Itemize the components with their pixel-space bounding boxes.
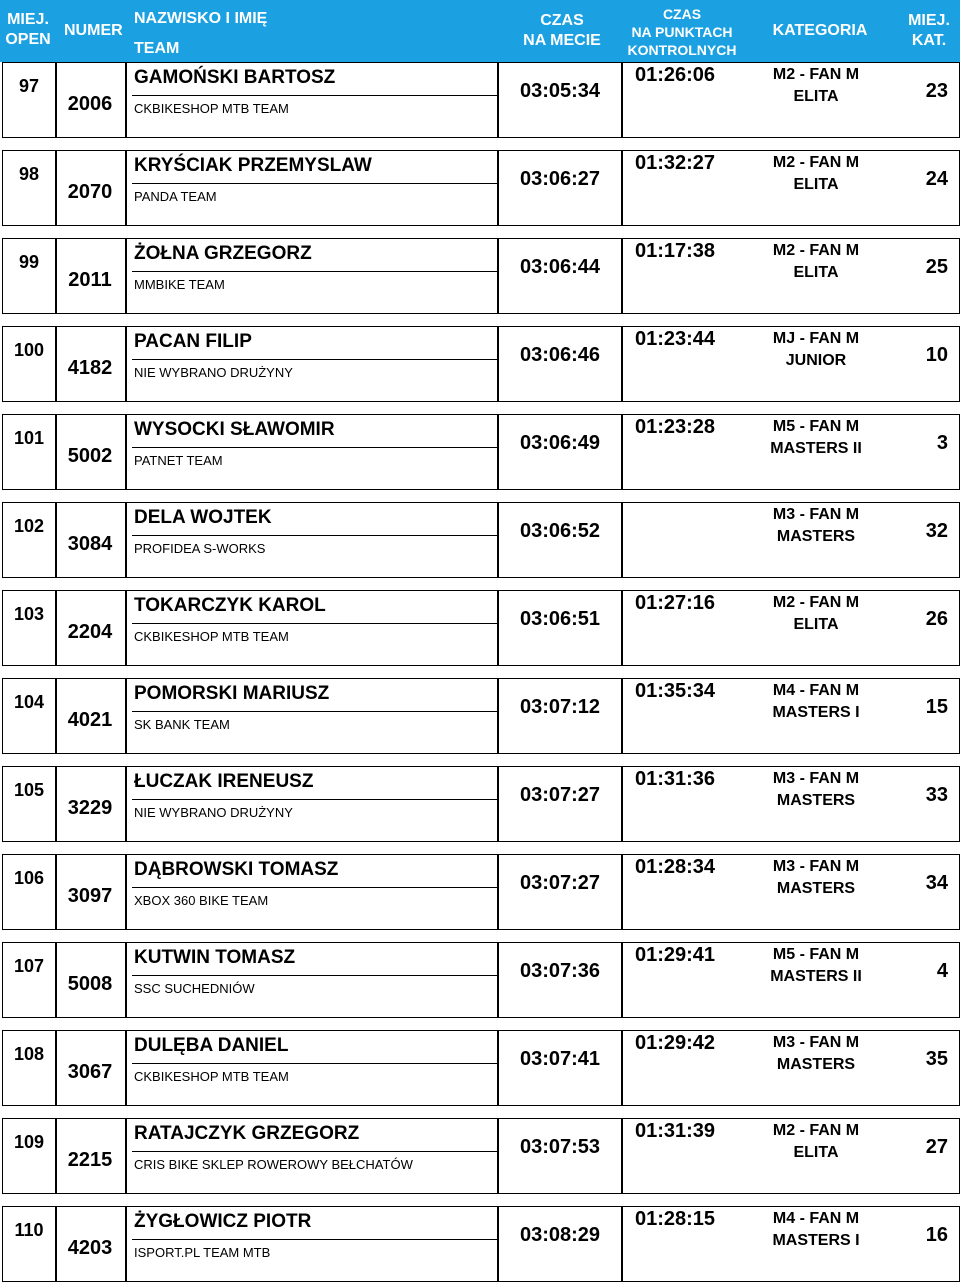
table-row [0, 590, 960, 666]
team-name: CKBIKESHOP MTB TEAM [134, 629, 289, 644]
rider-name: WYSOCKI SŁAWOMIR [134, 419, 335, 440]
checkpoint-time: 01:32:27 [634, 152, 716, 174]
name-underline [132, 799, 498, 800]
team-name: CKBIKESHOP MTB TEAM [134, 1069, 289, 1084]
cell-border [2, 414, 56, 490]
category-group: ELITA [793, 616, 839, 633]
category-group: ELITA [793, 1144, 839, 1161]
finish-time: 03:07:36 [519, 960, 601, 982]
category-code: M4 - FAN M [772, 682, 860, 699]
header-category: KATEGORIA [772, 22, 868, 39]
category-code: M3 - FAN M [772, 770, 860, 787]
category-code: M2 - FAN M [772, 66, 860, 83]
name-underline [132, 183, 498, 184]
table-row [0, 1030, 960, 1106]
place-category: 32 [925, 520, 948, 542]
category-group: MASTERS II [770, 440, 862, 457]
table-row [0, 854, 960, 930]
bib-number: 2006 [67, 93, 113, 115]
finish-time: 03:07:27 [519, 784, 601, 806]
rider-name: ŻOŁNA GRZEGORZ [134, 243, 312, 264]
team-name: SSC SUCHEDNIÓW [134, 981, 255, 996]
team-name: PANDA TEAM [134, 189, 217, 204]
bib-number: 4021 [67, 709, 113, 731]
finish-time: 03:06:49 [519, 432, 601, 454]
header-place-open: MIEJ. OPEN [5, 11, 51, 48]
place-open: 109 [13, 1132, 45, 1152]
table-row [0, 150, 960, 226]
place-category: 24 [925, 168, 948, 190]
cell-border [2, 62, 56, 138]
finish-time: 03:07:53 [519, 1136, 601, 1158]
place-open: 98 [18, 164, 40, 184]
name-underline [132, 1151, 498, 1152]
finish-time: 03:07:12 [519, 696, 601, 718]
header-number: NUMER [64, 22, 123, 39]
place-open: 102 [13, 516, 45, 536]
cell-border [2, 326, 56, 402]
place-open: 105 [13, 780, 45, 800]
category-code: MJ - FAN M [772, 330, 860, 347]
place-category: 15 [925, 696, 948, 718]
rider-name: ŻYGŁOWICZ PIOTR [134, 1211, 312, 1232]
category-group: MASTERS [776, 528, 856, 545]
rider-name: TOKARCZYK KAROL [134, 595, 326, 616]
place-category: 10 [925, 344, 948, 366]
cell-border [2, 1030, 56, 1106]
category-code: M2 - FAN M [772, 154, 860, 171]
category-group: ELITA [793, 264, 839, 281]
team-name: CRIS BIKE SKLEP ROWEROWY BEŁCHATÓW [134, 1157, 413, 1172]
team-name: PATNET TEAM [134, 453, 223, 468]
checkpoint-time: 01:29:42 [634, 1032, 716, 1054]
place-category: 33 [925, 784, 948, 806]
place-category: 26 [925, 608, 948, 630]
name-underline [132, 359, 498, 360]
team-name: SK BANK TEAM [134, 717, 230, 732]
rider-name: PACAN FILIP [134, 331, 252, 352]
place-category: 34 [925, 872, 948, 894]
name-underline [132, 95, 498, 96]
category-group: MASTERS [776, 792, 856, 809]
table-header [0, 0, 960, 62]
bib-number: 2215 [67, 1149, 113, 1171]
bib-number: 4203 [67, 1237, 113, 1259]
rider-name: GAMOŃSKI BARTOSZ [134, 67, 336, 88]
bib-number: 5008 [67, 973, 113, 995]
rider-name: DELA WOJTEK [134, 507, 272, 528]
category-group: MASTERS [776, 880, 856, 897]
bib-number: 2070 [67, 181, 113, 203]
place-open: 101 [13, 428, 45, 448]
category-group: ELITA [793, 88, 839, 105]
checkpoint-time: 01:29:41 [634, 944, 716, 966]
place-open: 103 [13, 604, 45, 624]
category-group: ELITA [793, 176, 839, 193]
category-code: M3 - FAN M [772, 1034, 860, 1051]
bib-number: 3097 [67, 885, 113, 907]
category-code: M5 - FAN M [772, 946, 860, 963]
cell-border [2, 1206, 56, 1282]
name-underline [132, 271, 498, 272]
place-open: 108 [13, 1044, 45, 1064]
category-group: MASTERS I [772, 704, 860, 721]
table-row [0, 326, 960, 402]
checkpoint-time: 01:27:16 [634, 592, 716, 614]
name-underline [132, 447, 498, 448]
place-category: 16 [925, 1224, 948, 1246]
table-row [0, 414, 960, 490]
place-open: 99 [18, 252, 40, 272]
table-row [0, 942, 960, 1018]
rider-name: DULĘBA DANIEL [134, 1035, 289, 1056]
table-row [0, 678, 960, 754]
table-row [0, 766, 960, 842]
place-category: 4 [936, 960, 948, 982]
place-category: 35 [925, 1048, 948, 1070]
rider-name: DĄBROWSKI TOMASZ [134, 859, 339, 880]
finish-time: 03:06:46 [519, 344, 601, 366]
rider-name: KUTWIN TOMASZ [134, 947, 296, 968]
table-row [0, 238, 960, 314]
rider-name: KRYŚCIAK PRZEMYSLAW [134, 155, 372, 176]
header-name: NAZWISKO I IMIĘ [134, 10, 268, 27]
finish-time: 03:08:29 [519, 1224, 601, 1246]
table-row [0, 1118, 960, 1194]
name-underline [132, 711, 498, 712]
team-name: ISPORT.PL TEAM MTB [134, 1245, 271, 1260]
checkpoint-time: 01:26:06 [634, 64, 716, 86]
checkpoint-time: 01:28:34 [634, 856, 716, 878]
cell-border [2, 238, 56, 314]
finish-time: 03:07:41 [519, 1048, 601, 1070]
category-code: M2 - FAN M [772, 594, 860, 611]
finish-time: 03:06:51 [519, 608, 601, 630]
checkpoint-time: 01:31:36 [634, 768, 716, 790]
rider-name: POMORSKI MARIUSZ [134, 683, 330, 704]
bib-number: 3067 [67, 1061, 113, 1083]
place-open: 106 [13, 868, 45, 888]
rider-name: RATAJCZYK GRZEGORZ [134, 1123, 360, 1144]
finish-time: 03:06:52 [519, 520, 601, 542]
category-code: M3 - FAN M [772, 506, 860, 523]
team-name: MMBIKE TEAM [134, 277, 225, 292]
cell-border [2, 942, 56, 1018]
cell-border [2, 502, 56, 578]
place-category: 3 [936, 432, 948, 454]
checkpoint-time: 01:23:28 [634, 416, 716, 438]
finish-time: 03:07:27 [519, 872, 601, 894]
cell-border [2, 678, 56, 754]
checkpoint-time: 01:35:34 [634, 680, 716, 702]
finish-time: 03:06:27 [519, 168, 601, 190]
bib-number: 5002 [67, 445, 113, 467]
place-open: 110 [14, 1220, 44, 1240]
header-place-category: MIEJ. KAT. [908, 12, 950, 49]
cell-border [2, 590, 56, 666]
checkpoint-time: 01:31:39 [634, 1120, 716, 1142]
bib-number: 3229 [67, 797, 113, 819]
rider-name: ŁUCZAK IRENEUSZ [134, 771, 314, 792]
team-name: NIE WYBRANO DRUŻYNY [134, 805, 293, 820]
category-group: MASTERS I [772, 1232, 860, 1249]
team-name: NIE WYBRANO DRUŻYNY [134, 365, 293, 380]
team-name: XBOX 360 BIKE TEAM [134, 893, 269, 908]
name-underline [132, 1239, 498, 1240]
cell-border [2, 854, 56, 930]
team-name: CKBIKESHOP MTB TEAM [134, 101, 289, 116]
checkpoint-time: 01:23:44 [634, 328, 716, 350]
table-row [0, 1206, 960, 1282]
place-category: 23 [925, 80, 948, 102]
name-underline [132, 975, 498, 976]
finish-time: 03:05:34 [519, 80, 601, 102]
place-open: 100 [13, 340, 45, 360]
place-open: 97 [18, 76, 40, 96]
bib-number: 3084 [67, 533, 113, 555]
header-checkpoint-time: CZAS NA PUNKTACH KONTROLNYCH [627, 6, 737, 58]
category-code: M4 - FAN M [772, 1210, 860, 1227]
bib-number: 4182 [67, 357, 113, 379]
place-category: 25 [925, 256, 948, 278]
finish-time: 03:06:44 [519, 256, 601, 278]
category-code: M2 - FAN M [772, 1122, 860, 1139]
name-underline [132, 1063, 498, 1064]
category-code: M3 - FAN M [772, 858, 860, 875]
category-group: MASTERS II [770, 968, 862, 985]
header-team: TEAM [134, 40, 180, 57]
table-row [0, 62, 960, 138]
bib-number: 2011 [68, 269, 112, 291]
category-group: JUNIOR [785, 352, 847, 369]
place-category: 27 [925, 1136, 948, 1158]
bib-number: 2204 [67, 621, 113, 643]
team-name: PROFIDEA S-WORKS [134, 541, 266, 556]
category-group: MASTERS [776, 1056, 856, 1073]
cell-border [2, 766, 56, 842]
table-row [0, 502, 960, 578]
header-finish-time: CZAS NA MECIE [523, 12, 601, 49]
checkpoint-time: 01:17:38 [634, 240, 716, 262]
category-code: M2 - FAN M [772, 242, 860, 259]
cell-border [2, 1118, 56, 1194]
name-underline [132, 887, 498, 888]
name-underline [132, 623, 498, 624]
name-underline [132, 535, 498, 536]
place-open: 107 [13, 956, 45, 976]
category-code: M5 - FAN M [772, 418, 860, 435]
checkpoint-time: 01:28:15 [634, 1208, 716, 1230]
cell-border [2, 150, 56, 226]
place-open: 104 [13, 692, 45, 712]
